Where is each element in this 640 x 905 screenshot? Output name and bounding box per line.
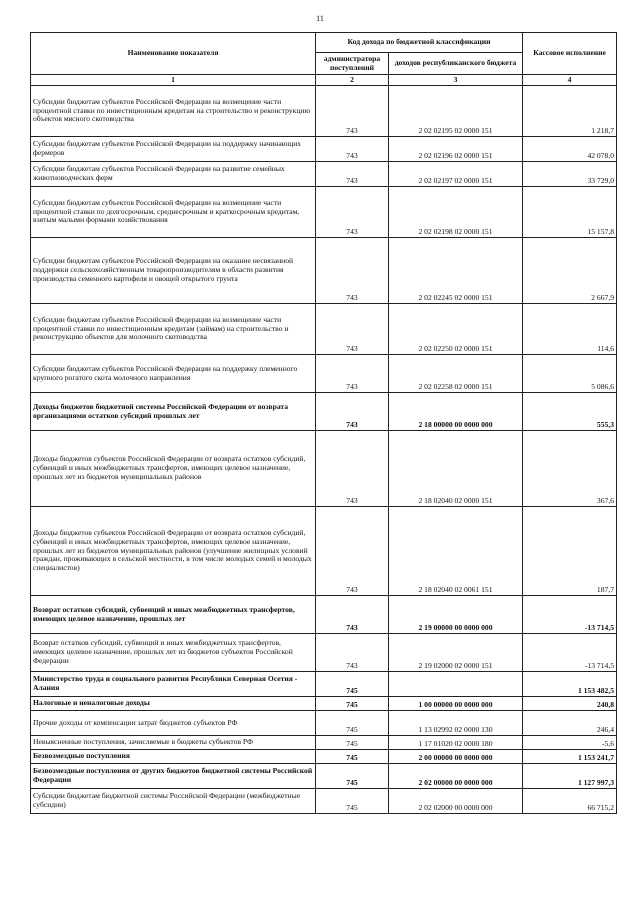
indicator-name-cell: Субсидии бюджетам субъектов Российской Федерации на возмещение части процентной ставки по долгосрочным, среднесрочным и краткосрочным кредитам, взятым малыми формами хозяйствования	[31, 187, 316, 238]
indicator-name-cell: Субсидии бюджетам субъектов Российской Федерации на поддержку племенного крупного рогатого скота молочного направления	[31, 355, 316, 393]
admin-code-cell: 745	[316, 789, 389, 814]
cash-execution-cell: -13 714,5	[523, 634, 617, 672]
table-row	[31, 672, 617, 697]
revenue-code-cell: 2 18 02040 02 0061 151	[389, 507, 523, 596]
revenue-code-cell	[389, 672, 523, 697]
revenue-code-cell: 2 18 02040 02 0000 151	[389, 431, 523, 507]
indicator-name-cell: Возврат остатков субсидий, субвенций и иных межбюджетных трансфертов, имеющих целевое назначение, прошлых лет из бюджетов субъектов Российской Федерации	[31, 634, 316, 672]
admin-code-cell: 743	[316, 304, 389, 355]
cash-execution-cell: 246,4	[523, 711, 617, 736]
header-indicator-name: Наименование показателя	[31, 33, 316, 75]
indicator-name-cell: Субсидии бюджетам субъектов Российской Федерации на поддержку начинающих фермеров	[31, 137, 316, 162]
table-row	[31, 355, 617, 393]
revenue-table	[30, 32, 617, 814]
revenue-code-cell: 2 02 00000 00 0000 000	[389, 764, 523, 789]
indicator-name-cell: Доходы бюджетов субъектов Российской Федерации от возврата остатков субсидий, субвенций и иных межбюджетных трансфертов, имеющих целевое назначение, прошлых лет из бюджетов муниципальных районов	[31, 431, 316, 507]
admin-code-cell: 745	[316, 672, 389, 697]
cash-execution-cell: 5 086,6	[523, 355, 617, 393]
table-row	[31, 162, 617, 187]
admin-code-cell: 743	[316, 86, 389, 137]
cash-execution-cell: 1 127 997,3	[523, 764, 617, 789]
cash-execution-cell: 1 153 482,5	[523, 672, 617, 697]
revenue-code-cell: 1 13 02992 02 0000 130	[389, 711, 523, 736]
table-row	[31, 711, 617, 736]
admin-code-cell: 745	[316, 697, 389, 711]
revenue-code-cell: 2 02 02258 02 0000 151	[389, 355, 523, 393]
admin-code-cell: 743	[316, 393, 389, 431]
cash-execution-cell: 42 078,0	[523, 137, 617, 162]
indicator-name-cell: Невыясненные поступления, зачисляемые в бюджеты субъектов РФ	[31, 736, 316, 750]
cash-execution-cell: 367,6	[523, 431, 617, 507]
table-row	[31, 764, 617, 789]
admin-code-cell: 743	[316, 238, 389, 304]
revenue-code-cell: 1 00 00000 00 0000 000	[389, 697, 523, 711]
revenue-code-cell: 1 17 01020 02 0000 180	[389, 736, 523, 750]
revenue-code-cell: 2 02 02196 02 0000 151	[389, 137, 523, 162]
cash-execution-cell: 240,8	[523, 697, 617, 711]
admin-code-cell: 743	[316, 162, 389, 187]
revenue-code-cell: 2 19 00000 00 0000 000	[389, 596, 523, 634]
table-row	[31, 596, 617, 634]
indicator-name-cell: Субсидии бюджетам субъектов Российской Федерации на возмещение части процентной ставки по инвестиционным кредитам на строительство и реконструкцию объектов мясного скотоводства	[31, 86, 316, 137]
cash-execution-cell: 66 715,2	[523, 789, 617, 814]
cash-execution-cell: -5,6	[523, 736, 617, 750]
cash-execution-cell: 33 729,0	[523, 162, 617, 187]
column-number: 1	[31, 75, 316, 86]
cash-execution-cell: 2 667,9	[523, 238, 617, 304]
header-cash-execution: Кассовое исполнение	[523, 33, 617, 75]
admin-code-cell: 743	[316, 507, 389, 596]
admin-code-cell: 743	[316, 187, 389, 238]
table-row	[31, 187, 617, 238]
header-revenue-code: доходов республиканского бюджета	[389, 53, 523, 75]
indicator-name-cell: Возврат остатков субсидий, субвенций и иных межбюджетных трансфертов, имеющих целевое назначение, прошлых лет	[31, 596, 316, 634]
table-row	[31, 238, 617, 304]
indicator-name-cell: Субсидии бюджетам субъектов Российской Федерации на оказание несвязанной поддержки сельскохозяйственным товаропроизводителям в области развития производства семенного картофеля и овощей открытого грунта	[31, 238, 316, 304]
indicator-name-cell: Доходы бюджетов субъектов Российской Федерации от возврата остатков субсидий, субвенций и иных межбюджетных трансфертов, имеющих целевое назначение, прошлых лет из бюджетов муниципальных районов (улучшение жилищных условий граждан, проживающих в сельской местности, в том числе молодых семей и молодых специалистов)	[31, 507, 316, 596]
revenue-code-cell: 2 18 00000 00 0000 000	[389, 393, 523, 431]
admin-code-cell: 743	[316, 431, 389, 507]
revenue-code-cell: 2 02 02198 02 0000 151	[389, 187, 523, 238]
column-number: 3	[389, 75, 523, 86]
revenue-code-cell: 2 19 02000 02 0000 151	[389, 634, 523, 672]
revenue-code-cell: 2 02 02195 02 0000 151	[389, 86, 523, 137]
admin-code-cell: 743	[316, 137, 389, 162]
revenue-code-cell: 2 02 02245 02 0000 151	[389, 238, 523, 304]
table-row	[31, 634, 617, 672]
cash-execution-cell: 1 218,7	[523, 86, 617, 137]
table-row	[31, 304, 617, 355]
cash-execution-cell: -13 714,5	[523, 596, 617, 634]
table-row	[31, 431, 617, 507]
admin-code-cell: 743	[316, 355, 389, 393]
admin-code-cell: 745	[316, 750, 389, 764]
indicator-name-cell: Субсидии бюджетам бюджетной системы Российской Федерации (межбюджетные субсидии)	[31, 789, 316, 814]
indicator-name-cell: Министерство труда и социального развития Республики Северная Осетия - Алания	[31, 672, 316, 697]
indicator-name-cell: Субсидии бюджетам субъектов Российской Федерации на возмещение части процентной ставки по инвестиционным кредитам (займам) на строительство и реконструкцию объектов для молочного скотоводства	[31, 304, 316, 355]
revenue-code-cell: 2 02 02250 02 0000 151	[389, 304, 523, 355]
indicator-name-cell: Прочие доходы от компенсации затрат бюджетов субъектов РФ	[31, 711, 316, 736]
revenue-code-cell: 2 00 00000 00 0000 000	[389, 750, 523, 764]
indicator-name-cell: Доходы бюджетов бюджетной системы Российской Федерации от возврата организациями остатков субсидий прошлых лет	[31, 393, 316, 431]
admin-code-cell: 745	[316, 736, 389, 750]
cash-execution-cell: 15 157,8	[523, 187, 617, 238]
table-row	[31, 137, 617, 162]
table-row	[31, 697, 617, 711]
indicator-name-cell: Субсидии бюджетам субъектов Российской Федерации на развитие семейных животноводческих ферм	[31, 162, 316, 187]
table-row	[31, 507, 617, 596]
indicator-name-cell: Безвозмездные поступления от других бюджетов бюджетной системы Российской Федерации	[31, 764, 316, 789]
admin-code-cell: 745	[316, 711, 389, 736]
header-admin-code: администратора поступлений	[316, 53, 389, 75]
revenue-code-cell: 2 02 02000 00 0000 000	[389, 789, 523, 814]
revenue-code-cell: 2 02 02197 02 0000 151	[389, 162, 523, 187]
cash-execution-cell: 555,3	[523, 393, 617, 431]
table-row	[31, 86, 617, 137]
admin-code-cell: 743	[316, 596, 389, 634]
indicator-name-cell: Безвозмездные поступления	[31, 750, 316, 764]
indicator-name-cell: Налоговые и неналоговые доходы	[31, 697, 316, 711]
column-number: 2	[316, 75, 389, 86]
table-row	[31, 393, 617, 431]
cash-execution-cell: 187,7	[523, 507, 617, 596]
header-code-group: Код дохода по бюджетной классификации	[316, 33, 523, 53]
admin-code-cell: 745	[316, 764, 389, 789]
page-number: 11	[316, 14, 324, 23]
column-number: 4	[523, 75, 617, 86]
table-row	[31, 750, 617, 764]
admin-code-cell: 743	[316, 634, 389, 672]
cash-execution-cell: 1 153 241,7	[523, 750, 617, 764]
cash-execution-cell: 114,6	[523, 304, 617, 355]
table-row	[31, 789, 617, 814]
table-row	[31, 736, 617, 750]
